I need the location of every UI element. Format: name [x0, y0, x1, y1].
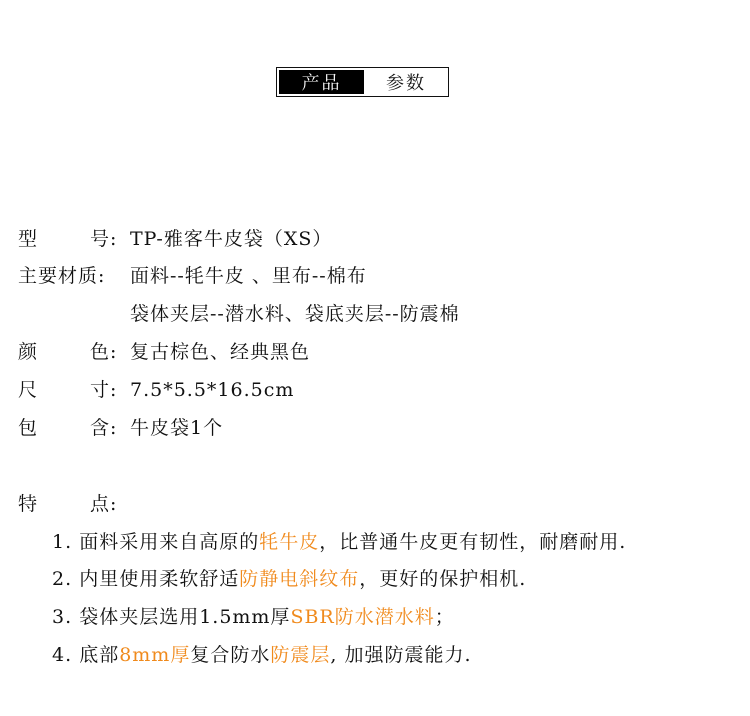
spec-row-size [18, 378, 294, 402]
spec-value: 牛皮袋1个 [130, 417, 224, 439]
spec-label: 包 含: [18, 417, 118, 439]
features-label: 特 点: [18, 493, 118, 515]
title-product: 产品 [279, 70, 364, 94]
spec-value: 7.5*5.5*16.5cm [130, 379, 295, 401]
feature-highlight: SBR防水潜水料 [290, 606, 435, 628]
feature-highlight: 8mm厚 [119, 644, 191, 666]
feature-highlight: 防静电斜纹布 [239, 568, 360, 590]
spec-label: 颜 色: [18, 341, 118, 363]
feature-item: 1. 面料采用来自高原的牦牛皮，比普通牛皮更有韧性，耐磨耐用. [52, 531, 627, 553]
spec-value: 袋体夹层--潜水料、袋底夹层--防震棉 [130, 303, 460, 325]
spec-value: TP-雅客牛皮袋（XS） [130, 228, 333, 250]
spec-row-includes [18, 416, 223, 440]
spec-value: 复古棕色、经典黑色 [130, 341, 311, 363]
spec-row-material [18, 264, 367, 288]
spec-label: 型 号: [18, 228, 118, 250]
spec-row-model [18, 227, 332, 251]
feature-highlight: 牦牛皮 [259, 531, 320, 553]
feature-item: 3. 袋体夹层选用1.5mm厚SBR防水潜水料； [52, 606, 455, 628]
spec-row-color [18, 340, 310, 364]
title-params: 参数 [386, 73, 426, 94]
feature-item: 2. 内里使用柔软舒适防静电斜纹布，更好的保护相机. [52, 568, 527, 590]
spec-value: 面料--牦牛皮 、里布--棉布 [130, 265, 367, 287]
spec-row-material-2 [18, 302, 460, 326]
spec-label: 主要材质: [18, 265, 106, 287]
section-title-box [276, 67, 449, 97]
feature-highlight: 防震层 [270, 644, 331, 666]
spec-label: 尺 寸: [18, 379, 118, 401]
feature-item: 4. 底部8mm厚复合防水防震层, 加强防震能力. [52, 644, 472, 666]
